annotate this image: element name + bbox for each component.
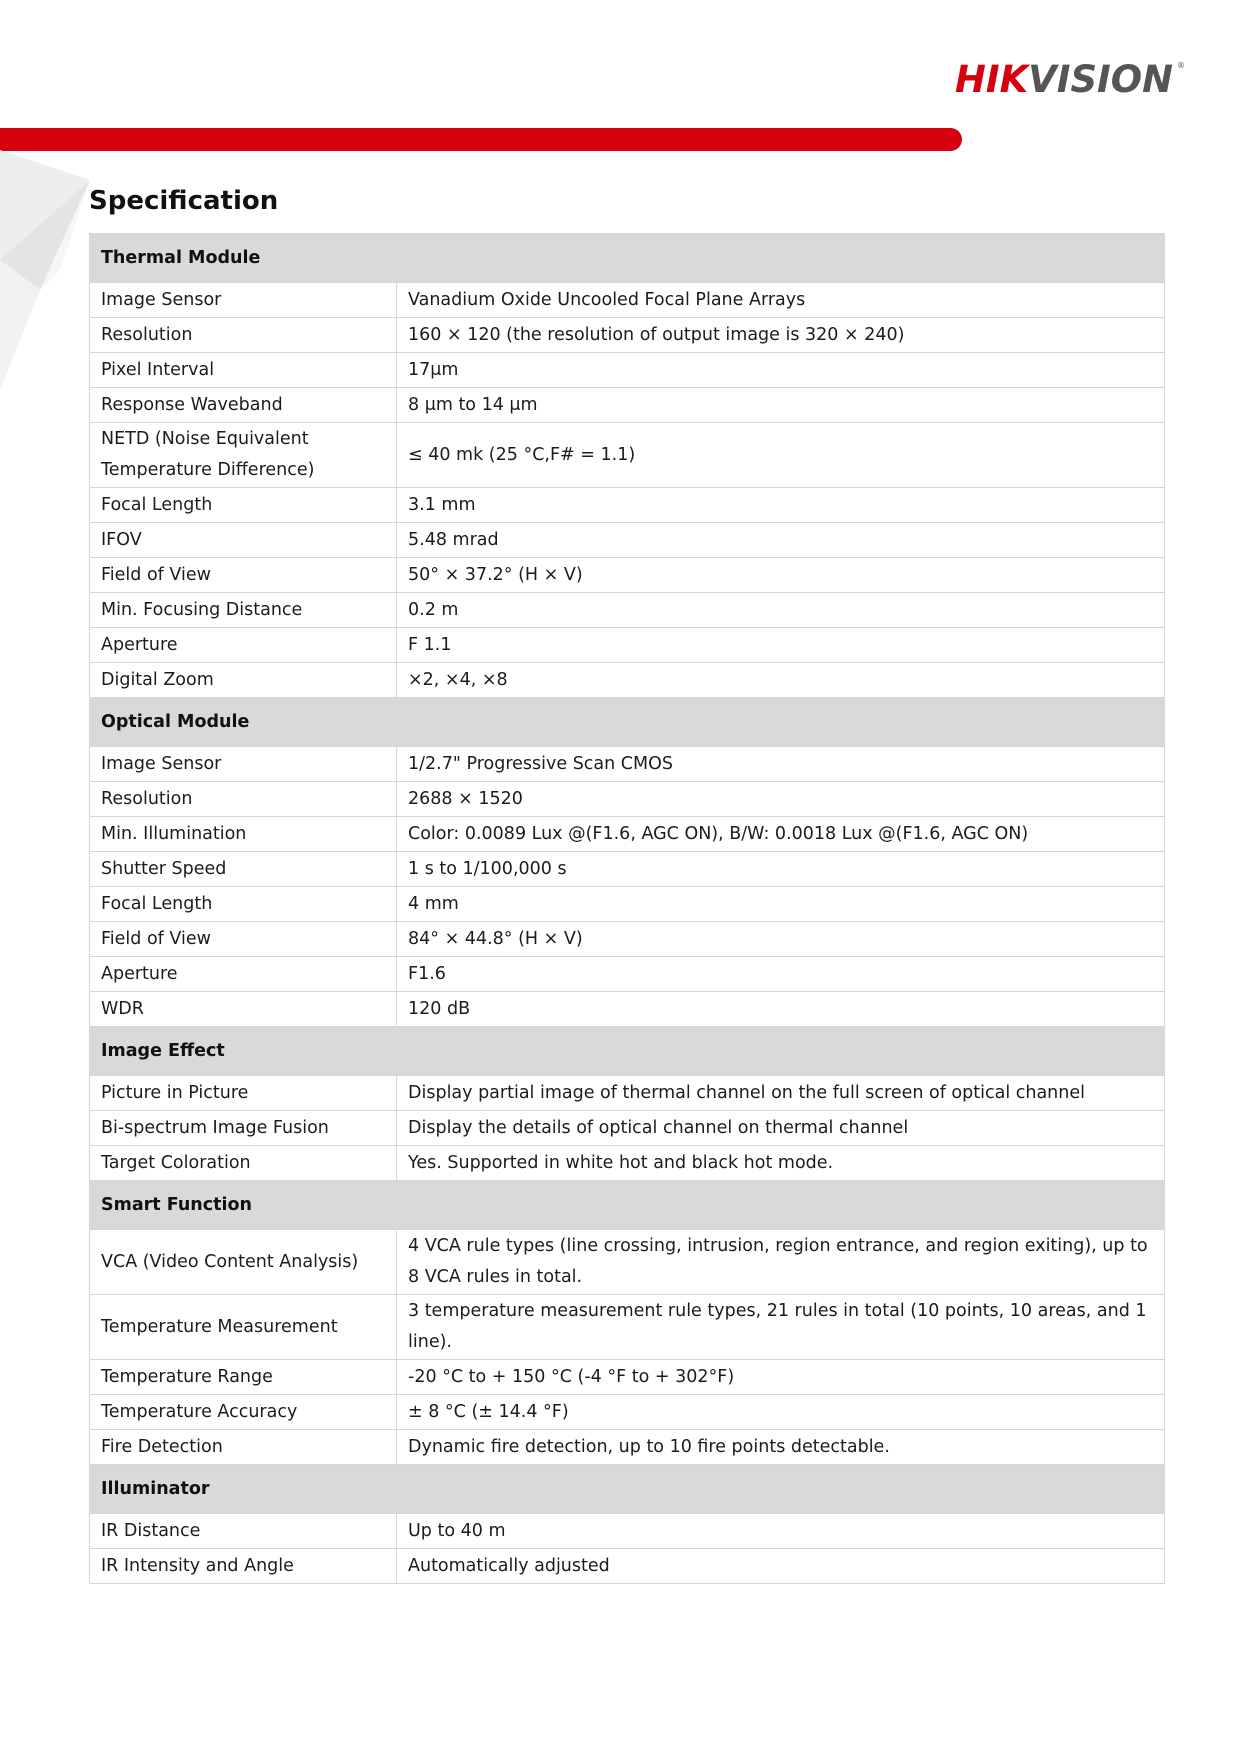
spec-label: Picture in Picture [90, 1076, 397, 1111]
svg-text:®: ® [1177, 61, 1185, 70]
spec-row [90, 558, 1165, 593]
spec-table [89, 233, 1165, 1584]
spec-value: Display partial image of thermal channel on the full screen of optical channel [397, 1076, 1165, 1111]
spec-row [90, 887, 1165, 922]
spec-row [90, 353, 1165, 388]
spec-value: 84° × 44.8° (H × V) [397, 922, 1165, 957]
spec-row [90, 1514, 1165, 1549]
spec-row [90, 628, 1165, 663]
spec-label: Temperature Range [90, 1360, 397, 1395]
spec-row [90, 1111, 1165, 1146]
spec-row [90, 922, 1165, 957]
section-header-image-effect [90, 1027, 1165, 1076]
spec-label: Pixel Interval [90, 353, 397, 388]
spec-value: Color: 0.0089 Lux @(F1.6, AGC ON), B/W: 0.0018 Lux @(F1.6, AGC ON) [397, 817, 1165, 852]
spec-label: Resolution [90, 782, 397, 817]
spec-label: Target Coloration [90, 1146, 397, 1181]
spec-value: Automatically adjusted [397, 1549, 1165, 1584]
spec-row [90, 663, 1165, 698]
spec-label: Aperture [90, 957, 397, 992]
spec-row [90, 1430, 1165, 1465]
spec-value: Yes. Supported in white hot and black hot mode. [397, 1146, 1165, 1181]
spec-value: 17μm [397, 353, 1165, 388]
spec-value: F1.6 [397, 957, 1165, 992]
spec-value: 5.48 mrad [397, 523, 1165, 558]
section-header-optical-module [90, 698, 1165, 747]
spec-row [90, 318, 1165, 353]
spec-label: Field of View [90, 922, 397, 957]
spec-value: 50° × 37.2° (H × V) [397, 558, 1165, 593]
spec-label: WDR [90, 992, 397, 1027]
spec-value: 8 μm to 14 μm [397, 388, 1165, 423]
section-header-thermal-module [90, 234, 1165, 283]
spec-row [90, 1230, 1165, 1295]
spec-label: Resolution [90, 318, 397, 353]
decorative-triangles-icon [0, 150, 100, 410]
spec-row [90, 1395, 1165, 1430]
spec-row [90, 1146, 1165, 1181]
spec-row [90, 817, 1165, 852]
section-title: Optical Module [90, 698, 1165, 747]
spec-label: Field of View [90, 558, 397, 593]
spec-value: 3.1 mm [397, 488, 1165, 523]
spec-label: Image Sensor [90, 283, 397, 318]
section-title: Thermal Module [90, 234, 1165, 283]
section-title: Smart Function [90, 1181, 1165, 1230]
spec-label: IR Distance [90, 1514, 397, 1549]
spec-label: Shutter Speed [90, 852, 397, 887]
spec-label: Temperature Accuracy [90, 1395, 397, 1430]
spec-row [90, 1076, 1165, 1111]
spec-value: ×2, ×4, ×8 [397, 663, 1165, 698]
spec-row [90, 957, 1165, 992]
spec-value: -20 °C to + 150 °C (-4 °F to + 302°F) [397, 1360, 1165, 1395]
spec-label: Aperture [90, 628, 397, 663]
spec-value: ± 8 °C (± 14.4 °F) [397, 1395, 1165, 1430]
spec-value: 2688 × 1520 [397, 782, 1165, 817]
spec-row [90, 852, 1165, 887]
spec-label: Bi-spectrum Image Fusion [90, 1111, 397, 1146]
spec-row [90, 1549, 1165, 1584]
spec-row [90, 488, 1165, 523]
spec-label: NETD (Noise Equivalent Temperature Difference) [90, 423, 397, 488]
spec-value: 4 mm [397, 887, 1165, 922]
spec-row [90, 1295, 1165, 1360]
spec-label: Focal Length [90, 887, 397, 922]
svg-text:HIKVISION: HIKVISION [955, 58, 1174, 100]
spec-label: IFOV [90, 523, 397, 558]
hikvision-logo [955, 56, 1187, 100]
spec-row [90, 523, 1165, 558]
page-title: Specification [89, 186, 279, 216]
spec-label: Image Sensor [90, 747, 397, 782]
spec-row [90, 593, 1165, 628]
spec-label: Min. Illumination [90, 817, 397, 852]
spec-label: IR Intensity and Angle [90, 1549, 397, 1584]
section-header-illuminator [90, 1465, 1165, 1514]
spec-label: Focal Length [90, 488, 397, 523]
spec-label: Digital Zoom [90, 663, 397, 698]
spec-label: Min. Focusing Distance [90, 593, 397, 628]
spec-value: Up to 40 m [397, 1514, 1165, 1549]
spec-row [90, 423, 1165, 488]
spec-value: 1/2.7" Progressive Scan CMOS [397, 747, 1165, 782]
spec-value: 160 × 120 (the resolution of output image is 320 × 240) [397, 318, 1165, 353]
spec-label: Response Waveband [90, 388, 397, 423]
spec-row [90, 782, 1165, 817]
spec-value: F 1.1 [397, 628, 1165, 663]
spec-value: Dynamic fire detection, up to 10 fire points detectable. [397, 1430, 1165, 1465]
spec-value: Vanadium Oxide Uncooled Focal Plane Arrays [397, 283, 1165, 318]
header-red-bar [0, 128, 962, 151]
spec-label: Temperature Measurement [90, 1295, 397, 1360]
spec-value: 0.2 m [397, 593, 1165, 628]
spec-label: VCA (Video Content Analysis) [90, 1230, 397, 1295]
spec-row [90, 388, 1165, 423]
hikvision-logo-icon [955, 56, 1187, 100]
spec-row [90, 992, 1165, 1027]
section-header-smart-function [90, 1181, 1165, 1230]
spec-value: 120 dB [397, 992, 1165, 1027]
spec-value: 4 VCA rule types (line crossing, intrusion, region entrance, and region exiting), up to 8 VCA rules in total. [397, 1230, 1165, 1295]
section-title: Image Effect [90, 1027, 1165, 1076]
spec-row [90, 747, 1165, 782]
spec-value: 3 temperature measurement rule types, 21 rules in total (10 points, 10 areas, and 1 line). [397, 1295, 1165, 1360]
section-title: Illuminator [90, 1465, 1165, 1514]
spec-label: Fire Detection [90, 1430, 397, 1465]
spec-value: 1 s to 1/100,000 s [397, 852, 1165, 887]
spec-row [90, 1360, 1165, 1395]
spec-value: ≤ 40 mk (25 °C,F# = 1.1) [397, 423, 1165, 488]
spec-value: Display the details of optical channel on thermal channel [397, 1111, 1165, 1146]
spec-row [90, 283, 1165, 318]
